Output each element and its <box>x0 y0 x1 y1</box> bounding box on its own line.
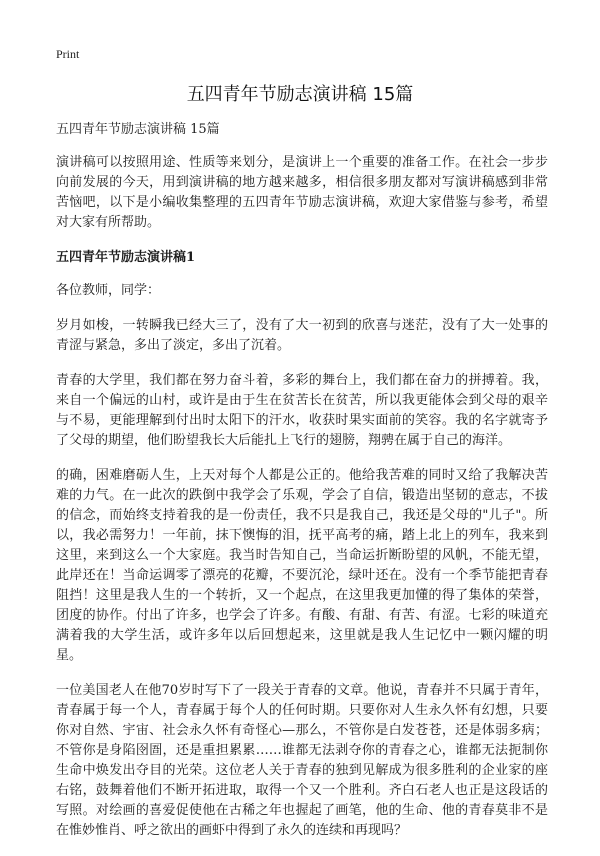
body-paragraph: 一位美国老人在他70岁时写下了一段关于青春的文章。他说，青春并不只属于青年，青春属于每一个人，青春属于每个人的任何时期。只要你对人生永久怀有幻想，只要你对自然、宇宙、社会永久怀有奇怪心—那么，不管你是白发苍苍，还是体弱多病；不管你是身陷囹圄，还是重担累累……谁都无法剥夺你的青春之心，谁都无法扼制你生命中焕发出夺目的光荣。这位老人关于青春的独到见解成为很多胜利的企业家的座右铭，鼓舞着他们不断开拓进取，取得一个又一个胜利。齐白石老人也正是这段话的写照。对绘画的喜爱促使他在古稀之年也握起了画笔，他的生命、他的青春莫非不是在惟妙惟肖、呼之欲出的画虾中得到了永久的连续和再现吗？ <box>56 683 548 838</box>
section-heading: 五四青年节励志演讲稿1 <box>56 250 196 265</box>
print-link[interactable]: Print <box>56 47 80 61</box>
intro-paragraph: 演讲稿可以按照用途、性质等来划分，是演讲上一个重要的准备工作。在社会一步步向前发展的今天，用到演讲稿的地方越来越多，相信很多朋友都对写演讲稿感到非常苦恼吧，以下是小编收集整理的五四青年节励志演讲稿，欢迎大家借鉴与参考，希望对大家有所帮助。 <box>56 155 548 230</box>
article-body <box>56 120 548 856</box>
body-paragraph: 岁月如梭，一转瞬我已经大三了，没有了大一初到的欣喜与迷茫，没有了大一处事的青涩与紧急，多出了淡定，多出了沉着。 <box>56 318 548 353</box>
body-paragraph: 青春的大学里，我们都在努力奋斗着，多彩的舞台上，我们都在奋力的拼搏着。我，来自一个偏远的山村，或许是由于生在贫苦长在贫苦，所以我更能体会到父母的艰辛与不易，更能理解到付出时太阳下的汗水，收获时果实面前的笑容。我的名字就寄予了父母的期望，他们盼望我长大后能扎上飞行的翅膀，翔骋在属于自己的海洋。 <box>56 373 548 448</box>
article-subtitle: 五四青年节励志演讲稿 15篇 <box>56 122 220 137</box>
body-paragraph: 的确，困难磨砺人生，上天对每个人都是公正的。他给我苦难的同时又给了我解决苦难的力气。在一此次的跌倒中我学会了乐观，学会了自信，锻造出坚韧的意志，不拔的信念，而始终支持着我的是一份责任，我不只是我自己，我还是父母的"儿子"。所以，我必需努力！一年前，抹下懊悔的泪，抚平高考的痛，踏上北上的列车，我来到这里，来到这么一个大家庭。我当时告知自己，当命运折断盼望的风帆，不能无望，此岸还在！当命运调零了漂亮的花瓣，不要沉沦，绿叶还在。没有一个季节能把青春阻挡！这里是我人生的一个转折，又一个起点，在这里我更加懂的得了集体的荣誉，团度的协作。付出了许多，也学会了许多。有酸、有甜、有苦、有涩。七彩的味道充满着我的大学生活，或许多年以后回想起来，这里就是我人生记忆中一颗闪耀的明星。 <box>56 468 548 663</box>
page-title: 五四青年节励志演讲稿 15篇 <box>186 84 414 105</box>
greeting-paragraph: 各位教师，同学： <box>56 283 161 298</box>
